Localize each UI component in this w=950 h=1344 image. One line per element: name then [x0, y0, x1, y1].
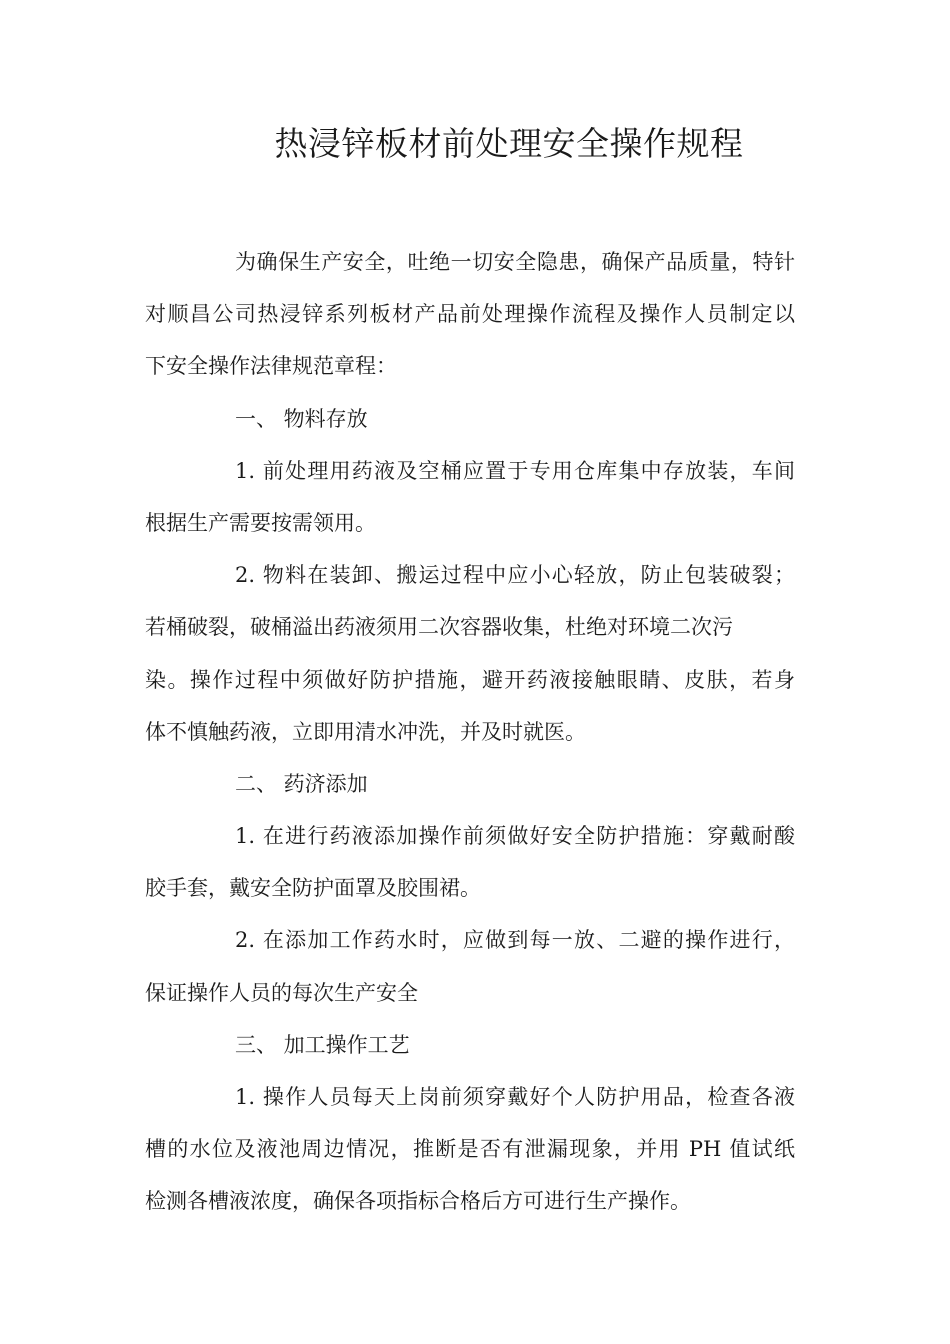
section-heading: 一、 物料存放: [235, 406, 368, 431]
document-title: 热浸锌板材前处理安全操作规程: [274, 124, 744, 163]
paragraph-line: 2. 物料在装卸、搬运过程中应小心轻放，防止包装破裂；: [235, 563, 795, 588]
paragraph-line: 1. 操作人员每天上岗前须穿戴好个人防护用品，检查各液: [235, 1085, 795, 1109]
paragraph-line: 染。操作过程中须做好防护措施，避开药液接触眼睛、皮肤，若身: [145, 667, 795, 692]
paragraph-line: 根据生产需要按需领用。: [145, 510, 376, 535]
section-heading: 二、 药济添加: [235, 771, 368, 796]
paragraph-line: 为确保生产安全，吐绝一切安全隐患，确保产品质量，特针: [235, 250, 795, 274]
section-heading: 三、 加工操作工艺: [235, 1032, 410, 1057]
paragraph-line: 2. 在添加工作药水时，应做到每一放、二避的操作进行，: [235, 928, 795, 953]
paragraph-line: 胶手套，戴安全防护面罩及胶围裙。: [145, 876, 481, 901]
paragraph-line: 体不慎触药液，立即用清水冲洗，并及时就医。: [145, 719, 586, 744]
paragraph-line: 保证操作人员的每次生产安全: [145, 980, 418, 1005]
paragraph-line: 若桶破裂，破桶溢出药液须用二次容器收集，杜绝对环境二次污: [145, 615, 733, 640]
paragraph-line: 槽的水位及液池周边情况，推断是否有泄漏现象，并用 PH 值试纸: [145, 1137, 795, 1162]
paragraph-line: 1. 前处理用药液及空桶应置于专用仓库集中存放装，车间: [235, 458, 795, 483]
document-body: [145, 236, 795, 1228]
paragraph-line: 1. 在进行药液添加操作前须做好安全防护措施：穿戴耐酸: [235, 824, 795, 849]
paragraph-line: 对顺昌公司热浸锌系列板材产品前处理操作流程及操作人员制定以: [145, 302, 795, 327]
paragraph-line: 下安全操作法律规范章程：: [145, 354, 397, 379]
paragraph-line: 检测各槽液浓度，确保各项指标合格后方可进行生产操作。: [145, 1189, 691, 1214]
